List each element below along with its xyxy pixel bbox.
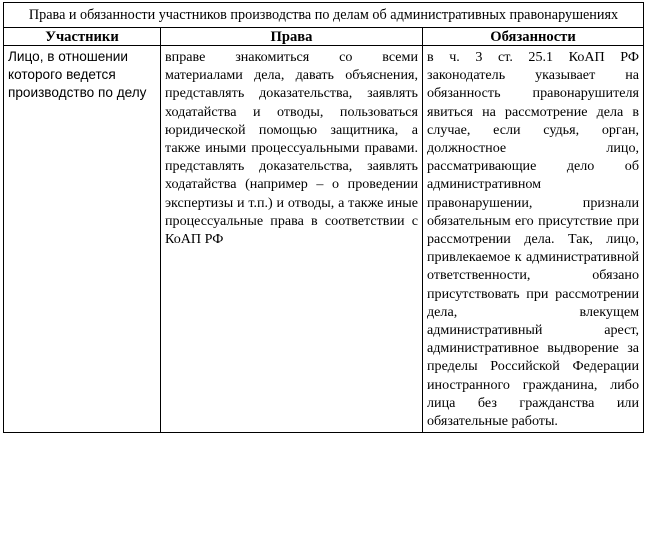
- cell-participant: Лицо, в отношении которого ведется производство по делу: [4, 46, 161, 433]
- header-rights: Права: [161, 28, 423, 46]
- table-row: [4, 46, 644, 433]
- document-page: [3, 2, 643, 433]
- cell-duties: в ч. 3 ст. 25.1 КоАП РФ законодатель указывает на обязанность правонарушителя явиться на рассмотрение дела в случае, если судья, орган, должностное лицо, рассматривающие дело об административном правонарушении, признали обязательным его присутствие при рассмотрении дела. Так, лицо, привлекаемое к административной ответственности, обязано присутствовать при рассмотрении дела, влекущем административный арест, административное выдворение за пределы Российской Федерации иностранного гражданина, либо лица без гражданства или обязательные работы.: [423, 46, 644, 433]
- rights-duties-table: [3, 2, 644, 433]
- header-participants: Участники: [4, 28, 161, 46]
- cell-rights: вправе знакомиться со всеми материалами дела, давать объяснения, представлять доказательства, заявлять ходатайства и отводы, пользоваться юридической помощью защитника, а также иными процессуальными правами. представлять доказательства, заявлять ходатайства (например – о проведении экспертизы и т.п.) и отводы, а также иные процессуальные права в соответствии с КоАП РФ: [161, 46, 423, 433]
- table-title: Права и обязанности участников производства по делам об административных правонарушениях: [4, 3, 644, 28]
- header-duties: Обязанности: [423, 28, 644, 46]
